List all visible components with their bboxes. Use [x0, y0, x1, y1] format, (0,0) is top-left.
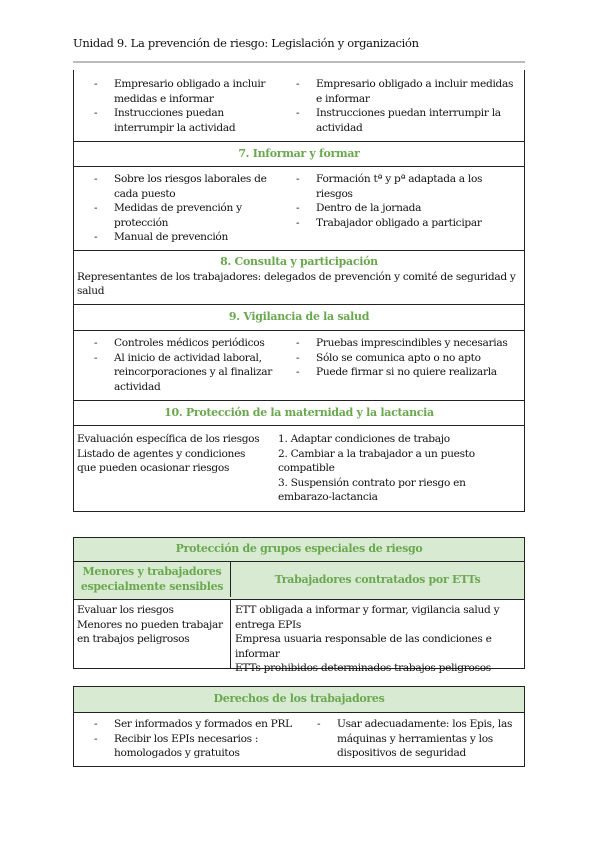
section-8-text: Representantes de los trabajadores: delegados de prevención y comité de seguridad y salud	[77, 270, 516, 298]
continued-row	[74, 70, 524, 141]
list-item: - Manual de prevención	[94, 230, 274, 245]
section-7-title: 7. Informar y formar	[74, 141, 524, 166]
list-left	[94, 172, 274, 245]
list-item: - Sólo se comunica apto o no apto	[296, 351, 521, 366]
list-item: - Usar adecuadamente: los Epis, las máquinas y herramientas y los dispositivos de seguridad	[317, 717, 517, 761]
special-groups-title: Protección de grupos especiales de riesgo	[74, 538, 524, 561]
list-right	[317, 717, 517, 761]
rights-body	[74, 712, 524, 766]
list-left	[94, 77, 274, 135]
minors-text	[77, 603, 227, 647]
special-groups-subheader	[74, 561, 524, 599]
text-line: 2. Cambiar a la trabajador a un puesto compatible	[278, 447, 475, 475]
list-item: - Empresario obligado a incluir medidas e informar	[94, 77, 274, 106]
text-line: Evaluación específica de los riesgos	[77, 433, 260, 445]
text-line: ETT obligada a informar y formar, vigilancia salud y entrega EPIs	[235, 604, 500, 631]
section-9-body	[74, 330, 524, 400]
text-line: ETTs prohibidos determinados trabajos peligrosos	[235, 662, 491, 675]
list-item: - Trabajador obligado a participar	[296, 216, 521, 231]
list-item: - Recibir los EPIs necesarios : homologados y gratuitos	[94, 732, 294, 761]
list-left	[94, 336, 274, 394]
list-right	[296, 172, 521, 230]
text-line: Menores no pueden trabajar en trabajos peligrosos	[77, 618, 223, 646]
list-item: - Formación tª y pª adaptada a los riesgos	[296, 172, 521, 201]
col-minors: Menores y trabajadores especialmente sensibles	[80, 565, 224, 593]
text-line: Listado de agentes y condiciones que pueden ocasionar riesgos	[77, 447, 246, 475]
section-8-title: 8. Consulta y participación	[220, 255, 378, 268]
list-item: - Puede firmar si no quiere realizarla	[296, 365, 521, 380]
text-line: Evaluar los riesgos	[77, 604, 174, 616]
list-item: - Sobre los riesgos laborales de cada puesto	[94, 172, 274, 201]
list-item: - Instrucciones puedan interrumpir la actividad	[296, 106, 521, 135]
list-right	[296, 336, 521, 380]
etts-text	[230, 600, 524, 675]
section-10-title: 10. Protección de la maternidad y la lactancia	[74, 400, 524, 425]
list-right	[296, 77, 521, 135]
maternity-left	[77, 432, 267, 476]
prevention-table	[73, 70, 525, 512]
section-9-title: 9. Vigilancia de la salud	[74, 304, 524, 330]
list-left	[94, 717, 294, 761]
header-divider	[73, 61, 525, 63]
special-groups-body	[74, 599, 524, 675]
text-line: Empresa usuaria responsable de las condiciones e informar	[235, 633, 492, 660]
list-item: - Al inicio de actividad laboral, reincorporaciones y al finalizar actividad	[94, 351, 274, 395]
rights-table	[73, 686, 525, 767]
text-line: 1. Adaptar condiciones de trabajo	[278, 433, 450, 445]
col-etts: Trabajadores contratados por ETTs	[230, 562, 524, 597]
text-line: 3. Suspensión contrato por riesgo en embarazo-lactancia	[278, 476, 466, 504]
section-10-body	[74, 425, 524, 511]
section-8	[74, 250, 524, 304]
list-item: - Pruebas imprescindibles y necesarias	[296, 336, 521, 351]
special-groups-table	[73, 537, 525, 675]
list-item: - Controles médicos periódicos	[94, 336, 274, 351]
section-7-body	[74, 166, 524, 250]
list-item: - Medidas de prevención y protección	[94, 201, 274, 230]
rights-title: Derechos de los trabajadores	[74, 687, 524, 712]
list-item: - Instrucciones puedan interrumpir la actividad	[94, 106, 274, 135]
list-item: - Empresario obligado a incluir medidas e informar	[296, 77, 521, 106]
list-item: - Dentro de la jornada	[296, 201, 521, 216]
page-header: Unidad 9. La prevención de riesgo: Legislación y organización	[73, 36, 419, 50]
list-item: - Ser informados y formados en PRL	[94, 717, 294, 732]
maternity-right	[278, 432, 518, 505]
